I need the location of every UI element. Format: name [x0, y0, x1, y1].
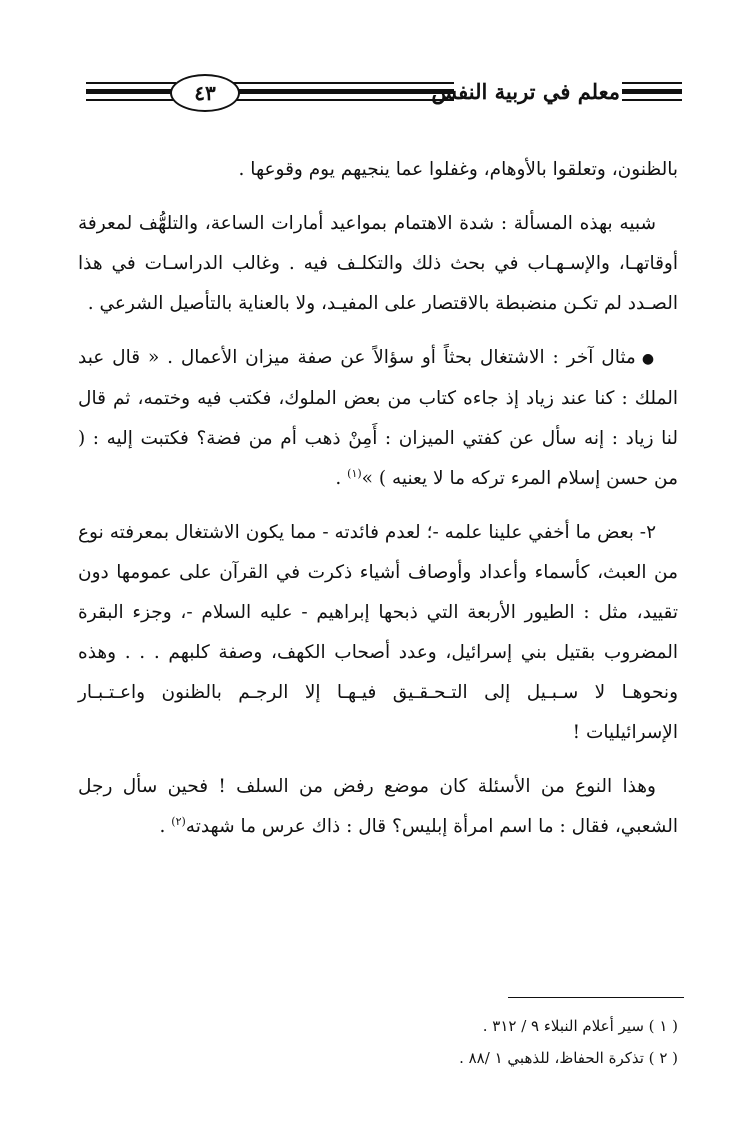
- paragraph-end: .: [335, 468, 348, 489]
- paragraph-text: وهذا النوع من الأسئلة كان موضع رفض من السلف ! فحين سأل رجل الشعبي، فقال : ما اسم امرأة إبليس؟ قال : ذاك عرس ما شهدته: [78, 776, 678, 837]
- footnotes: [78, 1010, 678, 1074]
- running-title: معلم في تربية النفس: [431, 79, 620, 104]
- footnote-divider: [508, 997, 684, 998]
- footnote-item: ( ١ ) سير أعلام النبلاء ٩ / ٣١٢ .: [482, 1017, 678, 1035]
- paragraph-text: مثال آخر : الاشتغال بحثاً أو سؤالاً عن صفة ميزان الأعمال . « قال عبد الملك : كنا عند زياد إذ جاءه كتاب من بعض الملوك، فكتب فيه وختمه، ثم قال لنا زياد : إنه سأل عن كفتي الميزان : أَمِنْ ذهب أم من فضة؟ فكتبت إليه : ( من حسن إسلام المرء تركه ما لا يعنيه ) »: [78, 347, 678, 489]
- paragraph-text: شبيه بهذه المسألة : شدة الاهتمام بمواعيد أمارات الساعة، والتلهُّف لمعرفة أوقاتهـا، والإسـهـاب في بحث ذلك والتكلـف فيه . وغالب الدراسـات في هذا الصـدد لم تكـن منضبطة بالاقتصار على المفيـد، ولا بالعناية بالتأصيل الشرعي .: [78, 213, 678, 314]
- header-rule-right-thick: [622, 89, 682, 94]
- page-header: [0, 68, 756, 118]
- paragraph: [78, 513, 678, 753]
- header-rule-middle-thick: [232, 89, 454, 94]
- header-rule-left-thick: [86, 89, 176, 94]
- header-rule-left-outer: [86, 82, 176, 84]
- bullet-icon: ●: [641, 351, 657, 367]
- header-rule-right-inner: [622, 99, 682, 101]
- paragraph-text: بالظنون، وتعلقوا بالأوهام، وغفلوا عما ينجيهم يوم وقوعها .: [238, 159, 678, 180]
- header-rule-right-outer: [622, 82, 682, 84]
- paragraph: [78, 338, 678, 499]
- paragraph: [78, 150, 678, 190]
- header-rule-middle-inner: [232, 99, 454, 101]
- footnote-item: ( ٢ ) تذكرة الحفاظ، للذهبي ١ /٨٨ .: [459, 1049, 678, 1067]
- header-rule-middle-outer: [232, 82, 454, 84]
- page-number: ٤٣: [170, 74, 240, 112]
- footnote-ref[interactable]: (٢): [171, 814, 186, 828]
- paragraph-text: ٢- بعض ما أخفي علينا علمه -؛ لعدم فائدته - مما يكون الاشتغال بمعرفته نوع من العبث، كأسماء وأعداد وأوصاف أشياء ذكرت في القرآن على عمومها دون تقييد، مثل : الطيور الأربعة التي ذبحها إبراهيم - عليه السلام -، وجزء البقرة المضروب بقتيل بني إسرائيل، وعدد أصحاب الكهف، وصفة كلبهم . . . وهذه ونحوهـا لا سـبـيل إلى التـحـقـيق فيـهـا إلا الرجـم بالظنون واعـتـبـار الإسرائيليات !: [78, 522, 678, 743]
- paragraph: [78, 204, 678, 324]
- footnote-ref[interactable]: (١): [347, 466, 362, 480]
- body-text: [78, 150, 678, 861]
- paragraph: [78, 767, 678, 847]
- paragraph-end: .: [159, 816, 172, 837]
- header-rule-left-inner: [86, 99, 176, 101]
